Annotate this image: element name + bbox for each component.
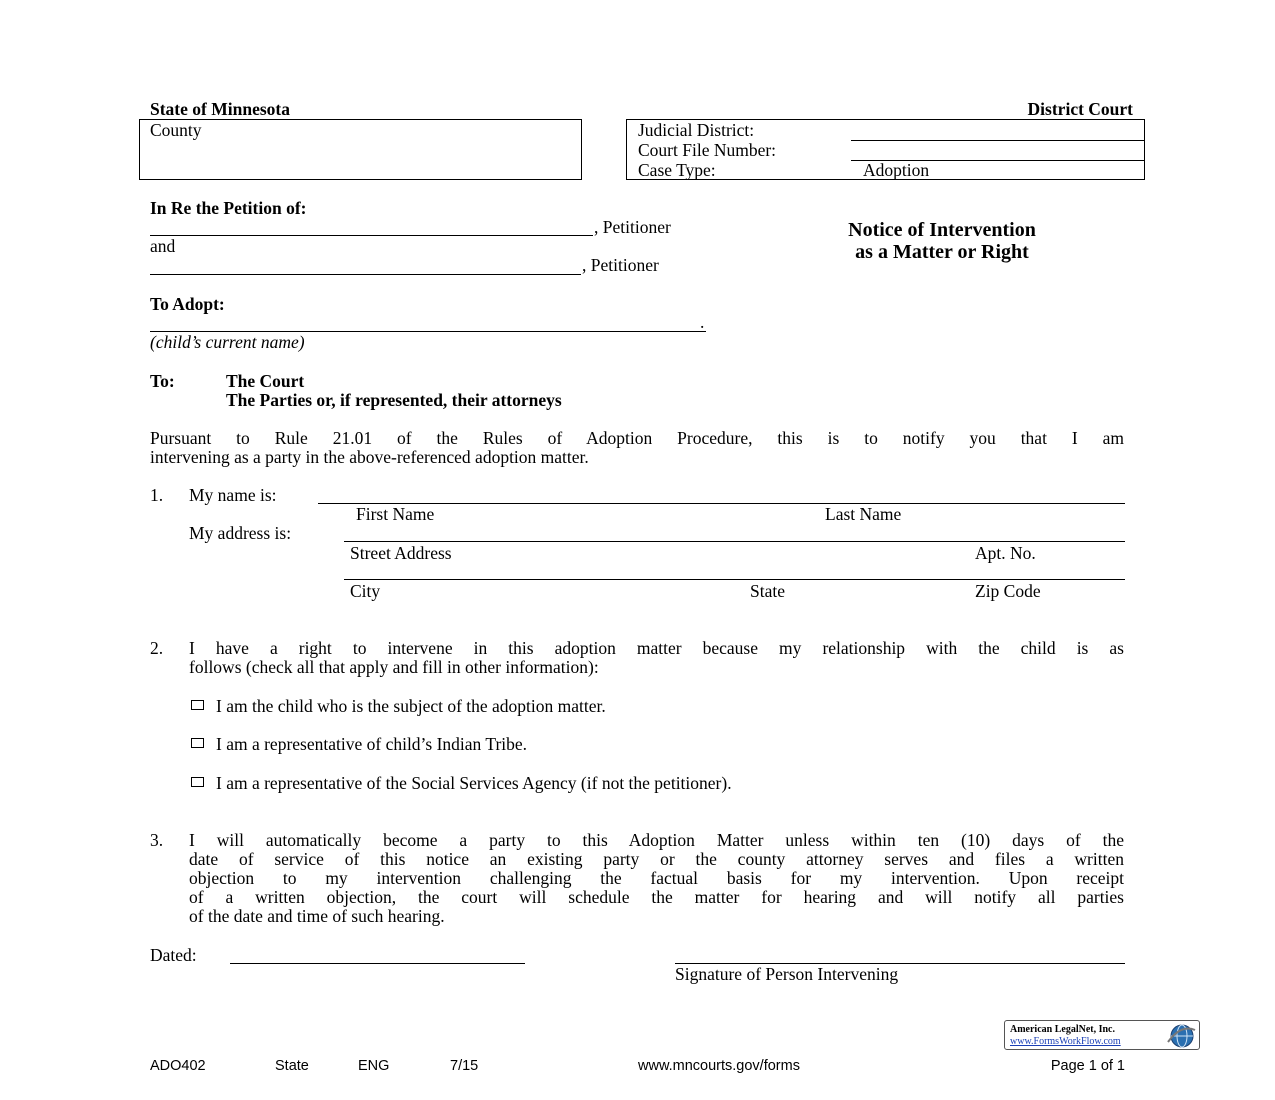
checkbox-child[interactable] xyxy=(191,700,204,710)
item-2-number: 2. xyxy=(150,638,164,658)
to-parties: The Parties or, if represented, their attorneys xyxy=(226,390,562,410)
logo-company: American LegalNet, Inc. xyxy=(1010,1024,1115,1035)
county-box xyxy=(139,119,582,180)
and-label: and xyxy=(150,236,176,256)
footer-date: 7/15 xyxy=(450,1058,479,1074)
name-line[interactable] xyxy=(318,503,1125,504)
petitioner-1-label: , Petitioner xyxy=(594,217,671,237)
intro-line-2: intervening as a party in the above-referenced adoption matter. xyxy=(150,447,589,467)
option-agency: I am a representative of the Social Services Agency (if not the petitioner). xyxy=(216,773,732,793)
footer-language: ENG xyxy=(358,1058,390,1074)
court-file-number-label: Court File Number: xyxy=(638,140,777,160)
title-line-1: Notice of Intervention xyxy=(848,219,1036,241)
state-label: State xyxy=(750,581,785,601)
item-3-number: 3. xyxy=(150,830,164,850)
american-legalnet-logo xyxy=(1004,1020,1200,1050)
logo-url[interactable]: www.FormsWorkFlow.com xyxy=(1010,1036,1121,1047)
case-info-box xyxy=(626,119,1145,180)
apt-label: Apt. No. xyxy=(975,543,1036,563)
item-2-line-2: follows (check all that apply and fill in other information): xyxy=(189,657,599,677)
footer-form-id: ADO402 xyxy=(150,1058,206,1074)
item-2-line-1: I have a right to intervene in this adoption matter because my relationship with the child is as xyxy=(189,638,1124,658)
footer-jurisdiction: State xyxy=(275,1058,309,1074)
case-type-value: Adoption xyxy=(863,160,930,180)
dated-label: Dated: xyxy=(150,945,197,965)
footer-website[interactable]: www.mncourts.gov/forms xyxy=(638,1058,800,1074)
checkbox-agency[interactable] xyxy=(191,777,204,787)
petitioner-2-label: , Petitioner xyxy=(582,255,659,275)
option-child: I am the child who is the subject of the adoption matter. xyxy=(216,696,606,716)
court-file-number-line[interactable] xyxy=(851,160,1144,161)
first-name-label: First Name xyxy=(356,504,435,524)
name-label: My name is: xyxy=(189,485,277,505)
last-name-label: Last Name xyxy=(825,504,902,524)
case-type-label: Case Type: xyxy=(638,160,716,180)
document-title xyxy=(742,219,1142,263)
petitioner-2-line[interactable] xyxy=(150,274,581,275)
judicial-district-line[interactable] xyxy=(851,140,1144,141)
signature-label: Signature of Person Intervening xyxy=(675,964,899,984)
street-line[interactable] xyxy=(344,541,1125,542)
in-re-heading: In Re the Petition of: xyxy=(150,198,307,218)
to-court: The Court xyxy=(226,371,305,391)
court-heading: District Court xyxy=(1027,99,1133,119)
address-label: My address is: xyxy=(189,523,292,543)
item-3-line-3: objection to my intervention challenging the factual basis for my intervention. Upon receipt xyxy=(189,868,1124,888)
intro-line-1: Pursuant to Rule 21.01 of the Rules of Adoption Procedure, this is to notify you that I am xyxy=(150,428,1124,448)
dated-line[interactable] xyxy=(230,963,525,964)
street-label: Street Address xyxy=(350,543,452,563)
option-tribe: I am a representative of child’s Indian Tribe. xyxy=(216,734,528,754)
city-label: City xyxy=(350,581,381,601)
item-1-number: 1. xyxy=(150,485,164,505)
item-3-line-4: of a written objection, the court will schedule the matter for hearing and will notify all parties xyxy=(189,887,1124,907)
child-name-period: . xyxy=(700,312,705,332)
city-line[interactable] xyxy=(344,579,1125,580)
petitioner-1-line[interactable] xyxy=(150,235,593,236)
child-name-hint: (child’s current name) xyxy=(150,332,305,352)
to-label: To: xyxy=(150,371,175,391)
footer-page: Page 1 of 1 xyxy=(1050,1058,1125,1074)
title-line-2: as a Matter or Right xyxy=(855,241,1029,263)
zip-label: Zip Code xyxy=(975,581,1041,601)
judicial-district-label: Judicial District: xyxy=(638,120,755,140)
county-label: County xyxy=(150,120,202,140)
state-heading: State of Minnesota xyxy=(150,99,290,119)
to-adopt-heading: To Adopt: xyxy=(150,294,225,314)
item-3-line-2: date of service of this notice an existing party or the county attorney serves and files a written xyxy=(189,849,1124,869)
checkbox-tribe[interactable] xyxy=(191,738,204,748)
globe-icon xyxy=(1165,1022,1197,1050)
item-3-line-1: I will automatically become a party to this Adoption Matter unless within ten (10) days of the xyxy=(189,830,1124,850)
item-3-line-5: of the date and time of such hearing. xyxy=(189,906,445,926)
